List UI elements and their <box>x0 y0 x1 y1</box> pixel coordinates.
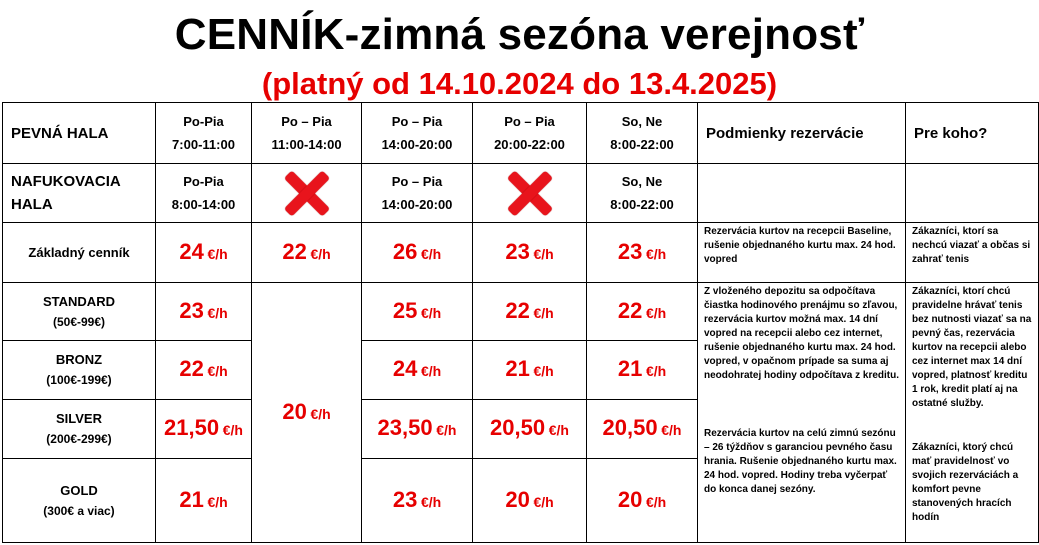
price-cell: 23,50 €/h <box>362 400 473 459</box>
inflatable-hall-label: NAFUKOVACIA HALA <box>3 164 156 223</box>
price-cell: 25 €/h <box>362 283 473 341</box>
price-cell: 22 €/h <box>156 341 252 400</box>
time-slot-header: Po – Pia 14:00-20:00 <box>362 103 473 164</box>
price-cell: 20 €/h <box>587 459 698 543</box>
tier-label: BRONZ (100€-199€) <box>3 341 156 400</box>
validity-subtitle: (platný od 14.10.2024 do 13.4.2025) <box>261 66 778 101</box>
price-cell: 23 €/h <box>362 459 473 543</box>
fixed-hall-label: PEVNÁ HALA <box>3 103 156 164</box>
empty-cell <box>698 164 906 223</box>
price-cell: 23 €/h <box>587 223 698 283</box>
price-cell: 20,50 €/h <box>473 400 587 459</box>
basic-conditions: Rezervácia kurtov na recepcii Baseline, rušenie objednaného kurtu max. 24 hod. vopred <box>698 223 906 283</box>
price-cell: 23 €/h <box>156 283 252 341</box>
time-slot-header: Po-Pia 8:00-14:00 <box>156 164 252 223</box>
tier-row-standard <box>3 283 1039 341</box>
unavailable-slot <box>252 164 362 223</box>
price-cell: 26 €/h <box>362 223 473 283</box>
time-slot-header: Po – Pia 14:00-20:00 <box>362 164 473 223</box>
price-cell: 22 €/h <box>252 223 362 283</box>
price-cell: 24 €/h <box>156 223 252 283</box>
basic-price-row <box>3 223 1039 283</box>
empty-cell <box>906 164 1039 223</box>
price-cell: 24 €/h <box>362 341 473 400</box>
price-cell: 22 €/h <box>473 283 587 341</box>
conditions-header: Podmienky rezervácie <box>698 103 906 164</box>
time-slot-header: Po-Pia 7:00-11:00 <box>156 103 252 164</box>
for-whom-header: Pre koho? <box>906 103 1039 164</box>
tier-label: STANDARD (50€-99€) <box>3 283 156 341</box>
price-cell: 21 €/h <box>587 341 698 400</box>
shared-price-cell: 20 €/h <box>252 283 362 543</box>
inflatable-hall-row <box>3 164 1039 223</box>
tier-conditions: Z vloženého depozitu sa odpočítava čiastka hodinového prenájmu so zľavou, rezervácia kurtov možná max. 14 dní vopred na recepcii alebo cez internet, rušenie objednaného kurtu max. 24 hod. vopred, v opačnom prípade sa suma aj neodohratej hodiny odpočítava z kreditu. Rezervácia kurtov na celú zimnú sezónu – 26 týždňov s garanciou pevného času hrania. Rušenie objednaného kurtu max. 24 hod. vopred. Hodiny treba vyčerpať do konca danej sezóny. <box>698 283 906 543</box>
cross-icon <box>507 170 553 216</box>
fixed-hall-row <box>3 103 1039 164</box>
unavailable-slot <box>473 164 587 223</box>
price-cell: 21 €/h <box>156 459 252 543</box>
price-cell: 22 €/h <box>587 283 698 341</box>
price-cell: 21 €/h <box>473 341 587 400</box>
basic-price-label: Základný cenník <box>3 223 156 283</box>
tier-for-whom: Zákazníci, ktorí chcú pravidelne hrávať tenis bez nutnosti viazať sa na pevný čas, rezervácia kurtov na recepcii alebo cez internet max 14 dní vopred, platnosť kreditu 1 rok, kredit platí aj na ostatné služby. Zákazníci, ktorý chcú mať pravidelnosť vo svojich rezerváciách a komfort pevne stanovených hracích hodín <box>906 283 1039 543</box>
time-slot-header: Po – Pia 20:00-22:00 <box>473 103 587 164</box>
tier-label: GOLD (300€ a viac) <box>3 459 156 543</box>
time-slot-header: So, Ne 8:00-22:00 <box>587 103 698 164</box>
tier-label: SILVER (200€-299€) <box>3 400 156 459</box>
time-slot-header: Po – Pia 11:00-14:00 <box>252 103 362 164</box>
price-cell: 20,50 €/h <box>587 400 698 459</box>
page-title: CENNÍK-zimná sezóna verejnosť <box>174 10 865 59</box>
price-table <box>2 102 1039 543</box>
price-cell: 21,50 €/h <box>156 400 252 459</box>
price-cell: 23 €/h <box>473 223 587 283</box>
price-cell: 20 €/h <box>473 459 587 543</box>
cross-icon <box>284 170 330 216</box>
basic-for-whom: Zákazníci, ktorí sa nechcú viazať a občas si zahrať tenis <box>906 223 1039 283</box>
time-slot-header: So, Ne 8:00-22:00 <box>587 164 698 223</box>
